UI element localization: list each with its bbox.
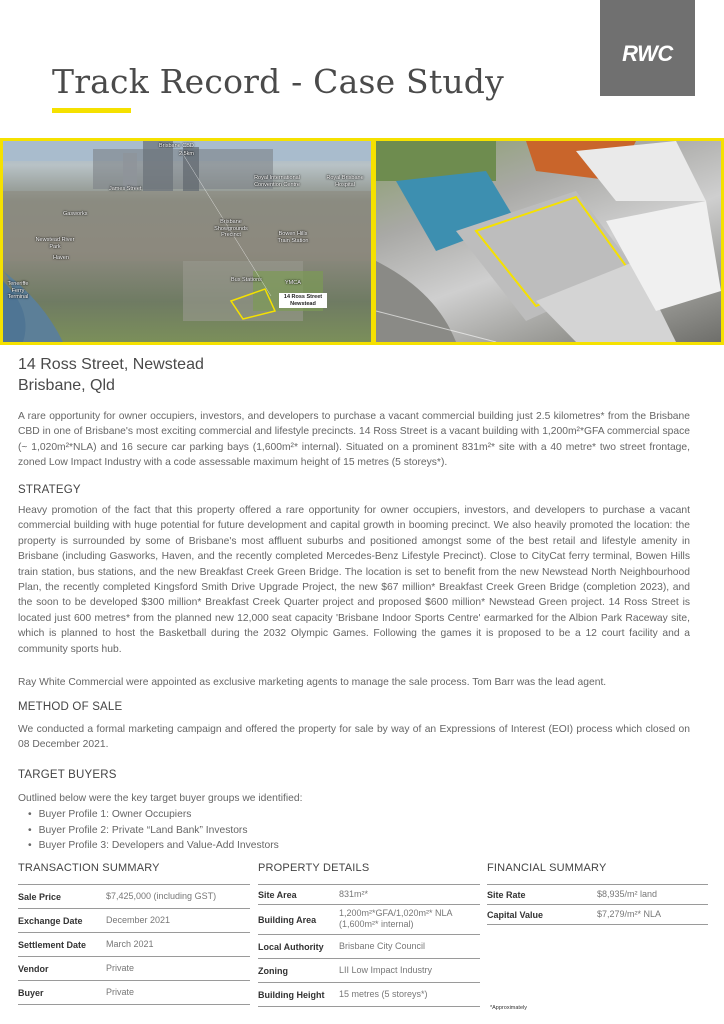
row-label: Site Area (258, 889, 297, 900)
strategy-heading: STRATEGY (18, 484, 81, 496)
row-label: Zoning (258, 965, 288, 976)
table-row (18, 908, 250, 932)
label-distance: 2.5km (179, 151, 194, 157)
method-heading: METHOD OF SALE (18, 701, 123, 713)
buyer-profile-list (28, 807, 279, 854)
table-row (258, 884, 480, 904)
label-site: 14 Ross Street Newstead (279, 293, 327, 308)
row-label: Building Area (258, 914, 317, 925)
list-item: • Buyer Profile 3: Developers and Value-Add Investors (28, 838, 279, 854)
list-item: • Buyer Profile 1: Owner Occupiers (28, 807, 279, 823)
strategy-paragraph: Heavy promotion of the fact that this property offered a rare opportunity for owner occupiers, investors, and developers to purchase a vacant commercial building with huge potential for future development and capital growth in booming precinct. We also heavily promoted the location: the property is surrounded by some of Brisbane's most affluent suburbs and positioned amongst some of the best retail and lifestyle amenity in Brisbane (including Gasworks, Haven, and the recently completed Mercedes-Benz Lifestyle Precinct). Close to CityCat ferry terminal, Bowen Hills train station, bus stations, and the new Breakfast Creek Green Bridge. The location is set to benefit from the new Newstead North Neighbourhood Plan, the recently completed Kingsford Smith Drive Upgrade Project, the new $67 million* Breakfast Creek Green Bridge (completion 2023), and the soon to be developed $300 million* Breakfast Creek Quarter project and proposed $600 million* Newstead Green project. 14 Ross Street is located just 600 metres* from the planned new 12,000 seat capacity 'Brisbane Indoor Sports Centre' earmarked for the Albion Park Raceway site, which is planned to host the Basketball during the 2032 Olympic Games. Following the games it is proposed to be a 12 court facility and a community sports hub. (18, 505, 690, 655)
row-label: Building Height (258, 989, 325, 1000)
rwc-logo (600, 0, 695, 96)
row-value: Brisbane City Council (339, 941, 426, 951)
label-ymca: YMCA (285, 280, 301, 286)
label-haven: Haven (53, 255, 69, 261)
table-row (487, 884, 708, 904)
intro-paragraph: A rare opportunity for owner occupiers, investors, and developers to purchase a vacant commercial building just 2.5 kilometres* from the Brisbane CBD in one of Brisbane's most exciting commercial and lifestyle precincts. 14 Ross Street is a vacant building with 1,200m²*GFA commercial space (~ 1,020m²*NLA) and 16 secure car parking bays (1,600m²* internal). Situated on a prominent 831m²* site with a 40 metre* two street frontage, zoned Low Impact Industry with a code assessable maximum height of 15 metres (5 storeys*). (18, 411, 690, 469)
label-bus: Bus Stations (231, 277, 262, 283)
building-aerial-photo (373, 138, 724, 345)
label-showgrounds: Brisbane Showgrounds Precinct (214, 219, 248, 238)
method-paragraph: We conducted a formal marketing campaign and offered the property for sale by way of an Expressions of Interest (EOI) process which closed on 08 December 2021. (18, 724, 690, 751)
row-value: $8,935/m² land (597, 889, 658, 899)
table-row (18, 884, 250, 908)
target-heading: TARGET BUYERS (18, 769, 117, 781)
row-value: Private (106, 987, 135, 997)
building-aerial-illustration (376, 141, 721, 342)
address-line-2: Brisbane, Qld (18, 377, 115, 394)
table-row (487, 904, 708, 924)
details-heading: PROPERTY DETAILS (258, 862, 370, 874)
row-value: Private (106, 963, 135, 973)
row-label: Exchange Date (18, 915, 83, 926)
transaction-heading: TRANSACTION SUMMARY (18, 862, 160, 874)
list-item: • Buyer Profile 2: Private “Land Bank” Investors (28, 823, 279, 839)
row-value-line: (1,600m²* internal) (339, 919, 414, 929)
row-value (339, 908, 453, 930)
label-hospital: Royal Brisbane Hospital (326, 175, 364, 188)
table-row (18, 956, 250, 980)
label-newstead-park: Newstead River Park (35, 237, 75, 250)
row-label: Settlement Date (18, 939, 87, 950)
row-value-line: 1,200m²*GFA/1,020m²* NLA (339, 908, 453, 918)
table-row (258, 958, 480, 982)
row-value: $7,425,000 (including GST) (106, 891, 217, 901)
label-gasworks: Gasworks (63, 211, 88, 217)
row-label: Site Rate (487, 889, 526, 900)
title-underline (52, 108, 131, 113)
label-james-street: James Street (109, 186, 142, 192)
table-row (258, 934, 480, 958)
property-address (18, 354, 204, 396)
table-divider (258, 1006, 480, 1007)
table-row (258, 982, 480, 1006)
address-line-1: 14 Ross Street, Newstead (18, 356, 204, 373)
row-value: $7,279/m²* NLA (597, 909, 662, 919)
row-value: LII Low Impact Industry (339, 965, 433, 975)
row-label: Capital Value (487, 909, 544, 920)
label-brisbane-cbd: Brisbane CBD (159, 143, 194, 149)
label-ferry: Teneriffe Ferry Terminal (7, 281, 29, 300)
logo-text: RWC (622, 41, 673, 66)
row-label: Vendor (18, 963, 49, 974)
financial-heading: FINANCIAL SUMMARY (487, 862, 607, 874)
table-divider (18, 1004, 250, 1005)
row-label: Sale Price (18, 891, 62, 902)
row-value: December 2021 (106, 915, 171, 925)
row-label: Buyer (18, 987, 44, 998)
table-row (18, 932, 250, 956)
row-value: March 2021 (106, 939, 154, 949)
row-label: Local Authority (258, 941, 324, 952)
agent-paragraph: Ray White Commercial were appointed as exclusive marketing agents to manage the sale process. Tom Barr was the lead agent. (18, 677, 607, 688)
label-convention-centre: Royal International Convention Centre (254, 175, 300, 188)
row-value: 831m²* (339, 889, 369, 899)
footnote: *Approximately (490, 1005, 527, 1011)
table-divider (487, 924, 708, 925)
label-bowen-hills: Bowen Hills Train Station (277, 231, 309, 244)
target-intro: Outlined below were the key target buyer groups we identified: (18, 793, 303, 804)
table-row (258, 904, 480, 934)
table-row (18, 980, 250, 1004)
aerial-map-photo (0, 138, 374, 345)
page-title: Track Record - Case Study (52, 62, 504, 101)
row-value: 15 metres (5 storeys*) (339, 989, 428, 999)
